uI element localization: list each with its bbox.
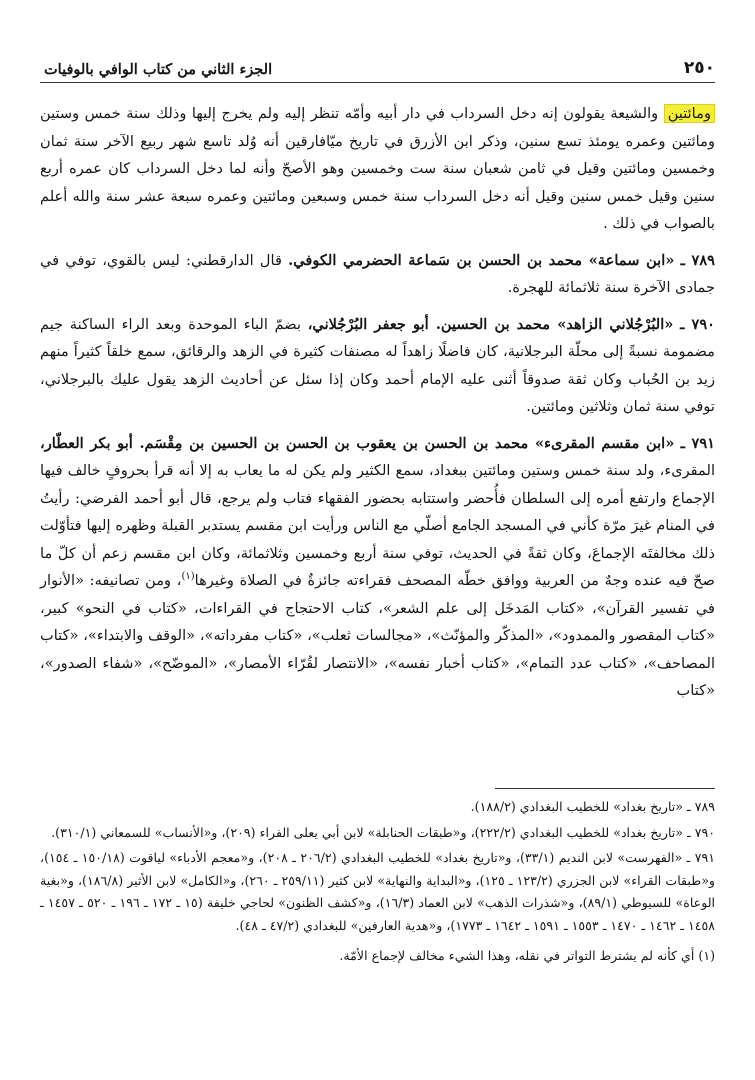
entry-name: «ابن سماعة» محمد بن الحسن بن سَماعة الحضرمي الكوفي. <box>288 251 675 269</box>
main-text <box>40 100 715 705</box>
footnotes <box>40 796 715 971</box>
source-note-789: ٧٨٩ ـ «تاريخ بغداد» للخطيب البغدادي (١٨٨/٢). <box>470 799 715 814</box>
entry-name: «البُرْجُلاني الزاهد» محمد بن الحسين. أبو جعفر البُرْجُلاني، <box>307 315 674 333</box>
entry-789 <box>40 247 715 302</box>
entry-number: ٧٩٠ ـ <box>680 315 715 333</box>
entry-number: ٧٨٩ ـ <box>680 251 716 269</box>
entry-text-continued: ، ومن تصانيفه: «الأنوار في تفسير القرآن»، «كتاب المَدخَل إلى علم الشعر»، كتاب الاحتجاج في القراءات، «كتاب في النحو» كبير، «كتاب المقصور والممدود»، «المذكّر والمؤنّث»، «مجالسات ثعلب»، «كتاب مفرداته»، «الوقف والابتداء»، «كتاب المصاحف»، «كتاب عدد التمام»، «كتاب أخبار نفسه»، «الانتصار لقُرّاء الأمصار»، «الموضّح»، «شفاء الصدور»، «كتاب <box>40 572 715 699</box>
entry-text: بضمّ الباء الموحدة وبعد الراء الساكنة جيم مضمومة نسبةً إلى محلّة البرجلانية، كان فاضلًا زاهداً له مصنفات كثيرة في الزهد والرقائق، سمع خلقاً كثيراً منهم زيد بن الحُباب وكان ثقة صدوقاً أثنى عليه الإمام أحمد وكان إذا سئل عن أحاديث الزهد يقول عليك بالبرجلاني، توفي سنة ثمان وثلاثين ومائتين. <box>40 315 715 415</box>
intro-text: والشيعة يقولون إنه دخل السرداب في دار أبيه وأمّه تنظر إليه ولم يخرج إليها وذلك سنة خمس وستين ومائتين وعمره يومئذ تسع سنين، وذكر ابن الأزرق في تاريخ ميّافارقين أنه وُلد تاسع شهر ربيع الآخر سنة ثمان وخمسين ومائتين وقيل في ثامن شعبان سنة ست وخمسين وهو الأصحّ وأنه لما دخل السرداب كان عمره أربع سنين وقيل خمس سنين وقيل أنه دخل السرداب سنة خمس وسبعين ومائتين وعمره سبعة عشر سنة والله أعلم بالصواب في ذلك . <box>40 105 715 232</box>
source-note-791: ٧٩١ ـ «الفهرست» لابن النديم (٣٣/١)، و«تاريخ بغداد» للخطيب البغدادي (٢٠٦/٢ ـ ٢٠٨)، و«معجم الأدباء» لياقوت (١٥٠/١٨ ـ ١٥٤)، و«طبقات القراء» لابن الجزري (١٢٣/٢ ـ ١٢٥)، و«البداية والنهاية» لابن كثير (٢٥٩/١١ ـ ٢٦٠)، و«الكامل» لابن الأثير (١٨٦/٨)، و«بغية الوعاة» للسيوطي (٨٩/١)، و«شذرات الذهب» لابن العماد (١٦/٣)، و«كشف الظنون» لحاجي خليفة (١٥ ـ ١٧٢ ـ ١٩٦ ـ ٥٢٠ ـ ١٤٥٧ ـ ١٤٥٨ ـ ١٤٦٢ ـ ١٤٧٠ ـ ١٥٥٣ ـ ١٥٩١ ـ ١٦٤٢ ـ ١٧٧٣)، و«هدية العارفين» للبغدادي (٤٧/٢ ـ ٤٨). <box>40 850 716 933</box>
entry-number: ٧٩١ ـ <box>680 434 715 452</box>
entry-text: قال الدارقطني: ليس بالقوي، توفي في جمادى الآخرة سنة ثلاثمائة للهجرة. <box>40 251 715 296</box>
intro-paragraph <box>40 100 715 238</box>
footnote-reference: (١) <box>181 571 195 583</box>
entry-790 <box>40 311 715 421</box>
source-note-790: ٧٩٠ ـ «تاريخ بغداد» للخطيب البغدادي (٢٢٢/٢)، و«طبقات الحنابلة» لابن أبي يعلى الفراء (٢٠٩)، و«الأنساب» للسمعاني (٣١٠/١). <box>51 824 715 840</box>
page-number: ٢٥٠ <box>683 58 715 78</box>
header-divider <box>40 82 715 83</box>
entry-791 <box>40 430 715 705</box>
entry-text: المقرىء، ولد سنة خمس وستين ومائتين ببغداد، سمع الكثير ولم يكن له ما يعاب به إلا أنه قرأ بحروفٍ خالف فيها الإجماع وارتفع أمره إلى السلطان فأُحضر واستتابه بحضور الفقهاء فتاب ولم يرجع، قال أبو أحمد الفرضي: رأيتُ في المنام غيرَ مرّة كأني في المسجد الجامع أصلّي مع الناس ورأيت ابن مقسم يستدبر القبلة وظهره إليها فتأوّلت ذلك مخالفتَه الإجماعَ، وكان ثقةً في الحديث، توفي سنة أربع وخمسين وثلاثمائة، وكان ابن مقسم زعم أن كلّ ما صحّ فيه عنده وجهٌ من العربية ووافق خطّه المصحف فقراءته جائزةٌ في الصلاة وغيرها <box>40 462 715 589</box>
running-title: الجزء الثاني من كتاب الوافي بالوفيات <box>44 61 273 78</box>
entry-name: «ابن مقسم المقرىء» محمد بن الحسن بن يعقوب بن الحسن بن الحسين بن مِقْسَم. أبو بكر العطّار، <box>40 434 675 452</box>
footnote-1: (١) أي كأنه لم يشترط التواتر في نقله، وهذا الشيء مخالف لإجماع الأمّة. <box>339 948 715 963</box>
highlighted-word: ومائتين <box>664 104 715 123</box>
footnote-divider <box>495 788 715 789</box>
page-header <box>44 52 715 78</box>
